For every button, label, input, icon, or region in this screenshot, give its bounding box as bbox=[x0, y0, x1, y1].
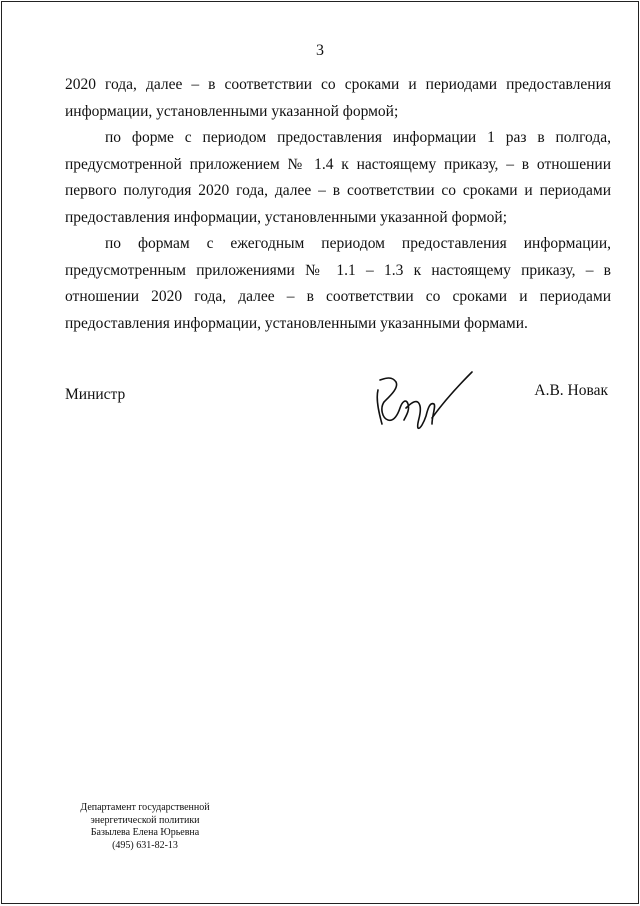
document-page bbox=[1, 1, 639, 904]
executor-footer bbox=[75, 802, 215, 852]
paragraph-semiannual: по форме с периодом предоставления информации 1 раз в полгода, предусмотренной приложением № 1.4 к настоящему приказу, – в отношении первого полугодия 2020 года, далее – в соответствии со сроками и периодами предоставления информации, установленными указанной формой; bbox=[65, 129, 611, 226]
paragraph-continuation: 2020 года, далее – в соответствии со сроками и периодами предоставления информации, установленными указанной формой; bbox=[65, 76, 611, 120]
footer-department: Департамент государственной bbox=[80, 802, 210, 813]
footer-department-cont: энергетической политики bbox=[90, 814, 200, 826]
footer-executor-name: Базылева Елена Юрьевна bbox=[90, 827, 200, 838]
paragraph-annual: по формам с ежегодным периодом предоставления информации, предусмотренным приложениями № 1.1 – 1.3 к настоящему приказу, – в отношении 2020 года, далее – в соответствии со сроками и периодами предоставления информации, установленными указанными формами. bbox=[65, 235, 611, 332]
page-number: 3 bbox=[316, 42, 324, 59]
body-text bbox=[65, 72, 611, 337]
handwritten-signature bbox=[372, 368, 477, 438]
footer-phone: (495) 631-82-13 bbox=[112, 839, 178, 851]
signatory-name: А.В. Новак bbox=[534, 382, 608, 399]
signatory-title: Министр bbox=[65, 386, 126, 403]
